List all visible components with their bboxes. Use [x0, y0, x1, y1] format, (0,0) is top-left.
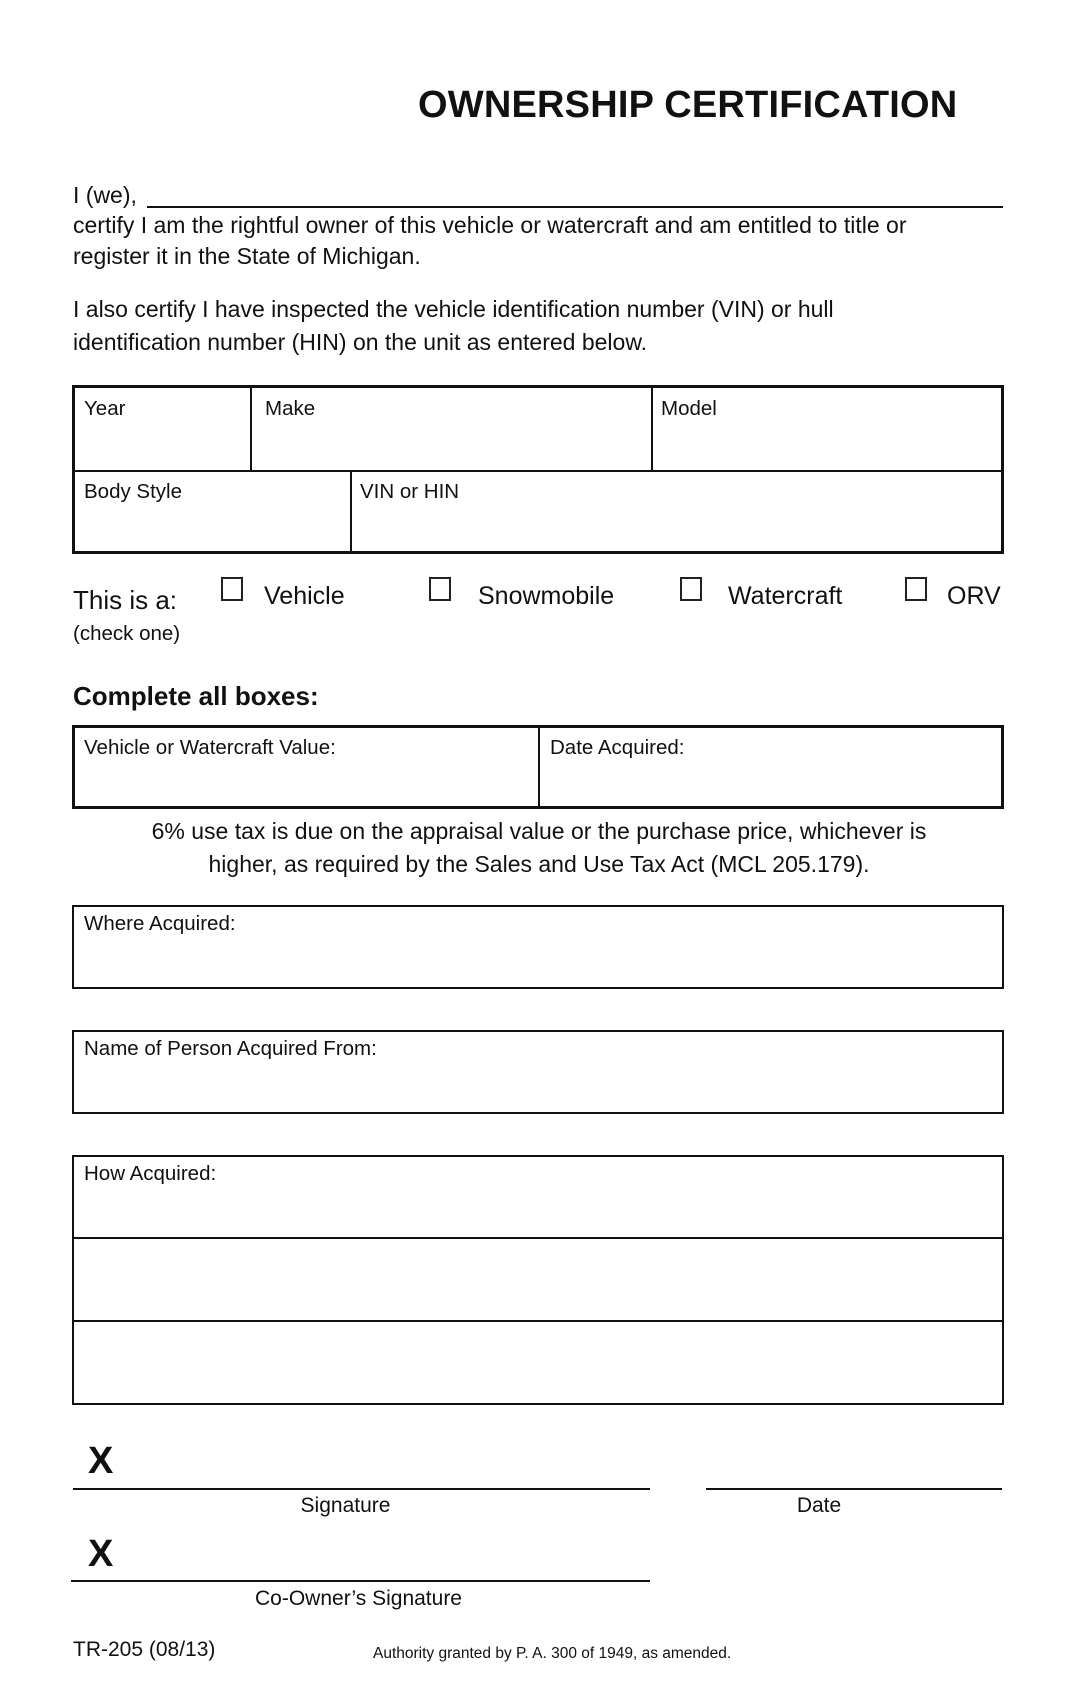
- vehicle-checkbox[interactable]: [221, 577, 243, 601]
- vehicle-table-row-divider: [73, 470, 1003, 472]
- date-acquired-field[interactable]: [542, 764, 1000, 806]
- certify-statement-line1: certify I am the rightful owner of this vehicle or watercraft and am entitled to title or: [73, 212, 907, 238]
- how-acquired-row-divider-2: [73, 1320, 1003, 1322]
- snowmobile-option-label: Snowmobile: [478, 582, 615, 610]
- where-acquired-label: Where Acquired:: [84, 912, 236, 935]
- watercraft-option-label: Watercraft: [728, 582, 843, 610]
- model-field[interactable]: [655, 425, 1000, 467]
- iwe-label: I (we),: [73, 182, 137, 208]
- signature-x-mark: X: [88, 1440, 114, 1482]
- orv-option-label: ORV: [947, 582, 1001, 610]
- year-make-divider: [250, 387, 252, 471]
- vehicle-value-field[interactable]: [76, 764, 536, 806]
- watercraft-checkbox[interactable]: [680, 577, 702, 601]
- date-line[interactable]: [706, 1488, 1002, 1490]
- date-acquired-label: Date Acquired:: [550, 736, 685, 759]
- year-field[interactable]: [76, 425, 248, 467]
- certify-statement-line2: register it in the State of Michigan.: [73, 243, 421, 269]
- how-acquired-label: How Acquired:: [84, 1162, 217, 1185]
- snowmobile-checkbox[interactable]: [429, 577, 451, 601]
- how-acquired-row-divider-1: [73, 1237, 1003, 1239]
- form-title: OWNERSHIP CERTIFICATION: [418, 84, 958, 126]
- how-acquired-field-line3[interactable]: [76, 1324, 1000, 1402]
- coowner-signature-line[interactable]: [71, 1580, 650, 1582]
- vehicle-option-label: Vehicle: [264, 582, 345, 610]
- vin-hin-label: VIN or HIN: [360, 480, 460, 503]
- use-tax-note-line2: higher, as required by the Sales and Use Tax Act (MCL 205.179).: [208, 851, 870, 877]
- make-model-divider: [651, 387, 653, 471]
- orv-checkbox[interactable]: [905, 577, 927, 601]
- body-style-field[interactable]: [76, 508, 348, 550]
- authority-note: Authority granted by P. A. 300 of 1949, as amended.: [373, 1645, 732, 1662]
- use-tax-note-line1: 6% use tax is due on the appraisal value or the purchase price, whichever is: [151, 818, 927, 844]
- model-label: Model: [661, 397, 717, 420]
- year-label: Year: [84, 397, 126, 420]
- unit-type-label: This is a:: [73, 585, 178, 615]
- owner-name-field[interactable]: [147, 180, 1003, 208]
- acquired-from-label: Name of Person Acquired From:: [84, 1037, 377, 1060]
- where-acquired-field[interactable]: [76, 940, 1000, 986]
- how-acquired-field-line1[interactable]: [76, 1190, 1000, 1234]
- signature-caption: Signature: [300, 1494, 391, 1517]
- form-number: TR-205 (08/13): [73, 1638, 216, 1661]
- use-tax-note: [74, 815, 1004, 881]
- complete-all-boxes-heading: Complete all boxes:: [73, 681, 319, 711]
- inspect-statement-line1: I also certify I have inspected the vehicle identification number (VIN) or hull: [73, 296, 834, 322]
- body-style-label: Body Style: [84, 480, 182, 503]
- signature-line[interactable]: [73, 1488, 650, 1490]
- date-caption: Date: [796, 1494, 842, 1517]
- how-acquired-field-line2[interactable]: [76, 1241, 1000, 1317]
- coowner-x-mark: X: [88, 1533, 114, 1575]
- body-vin-divider: [350, 471, 352, 552]
- vin-hin-field[interactable]: [354, 508, 1000, 550]
- value-date-divider: [538, 727, 540, 807]
- vehicle-value-label: Vehicle or Watercraft Value:: [84, 736, 336, 759]
- check-one-hint: (check one): [73, 622, 181, 645]
- make-field[interactable]: [254, 425, 649, 467]
- make-label: Make: [265, 397, 316, 420]
- coowner-signature-caption: Co-Owner’s Signature: [255, 1587, 462, 1610]
- acquired-from-field[interactable]: [76, 1065, 1000, 1111]
- inspect-statement-line2: identification number (HIN) on the unit as entered below.: [73, 329, 648, 355]
